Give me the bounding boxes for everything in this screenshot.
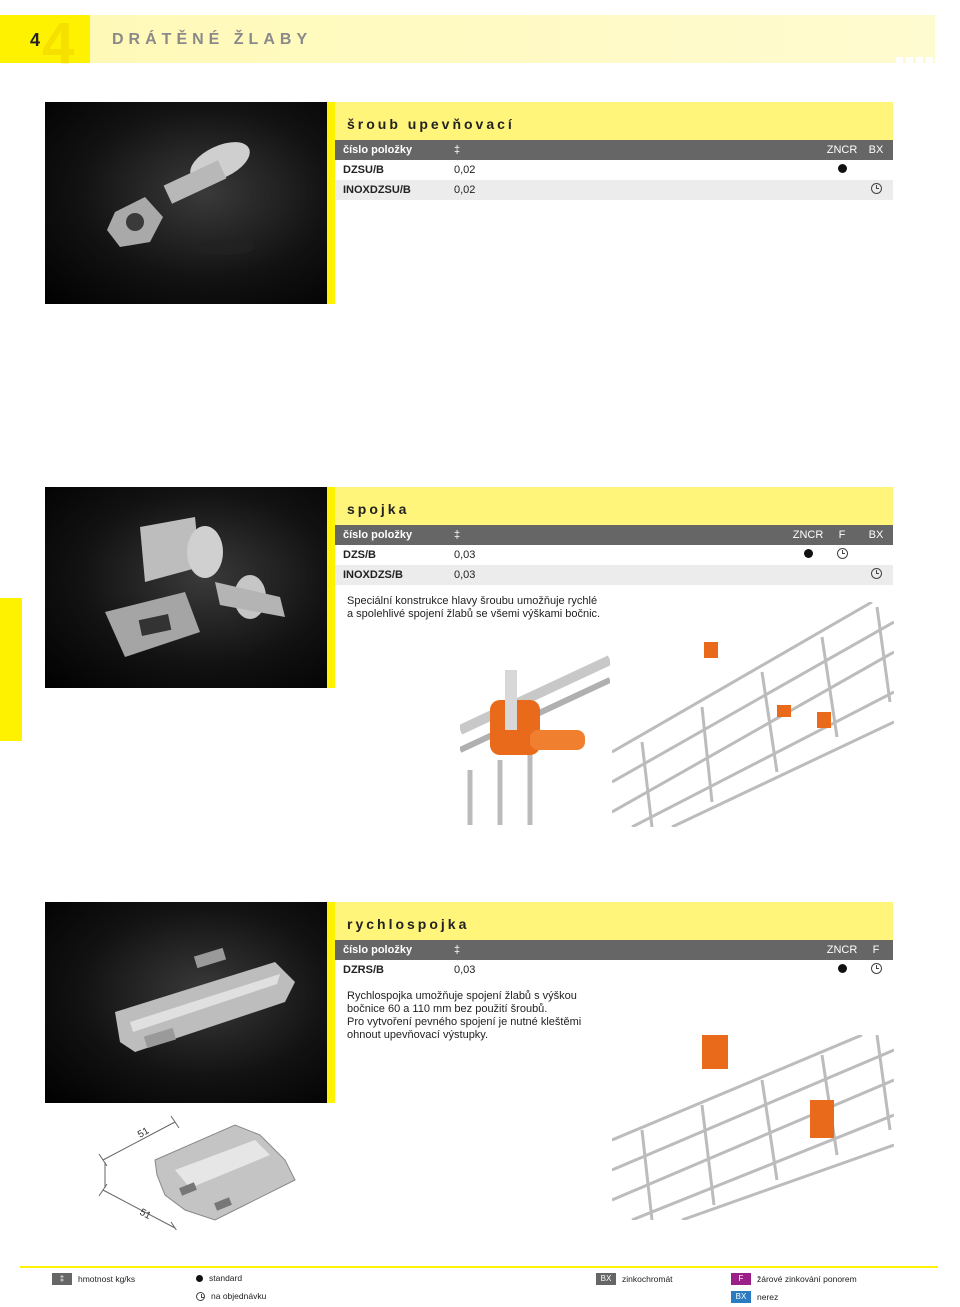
legend-standard: standard [196, 1273, 242, 1283]
section-connector [335, 487, 893, 621]
legend-f: F žárové zinkování ponorem [731, 1273, 857, 1285]
product-photo-screw [45, 102, 335, 304]
dimension-label-bottom: 51 [137, 1206, 153, 1222]
col-weight: ‡ [446, 525, 791, 545]
screw-image [45, 102, 327, 304]
section-title: rychlospojka [335, 902, 893, 940]
table-header [335, 940, 893, 960]
clock-icon [871, 568, 882, 579]
product-table [335, 140, 893, 200]
tray-assembly-illustration-1 [612, 602, 894, 827]
section-description: Speciální konstrukce hlavy šroubu umožňuje rychlé a spolehlivé spojení žlabů se všemi výškami bočnic. [347, 595, 601, 620]
col-bx: BX [859, 525, 893, 545]
table-row: DZS/B 0,03 [335, 545, 893, 565]
product-photo-quick-connector [45, 902, 335, 1103]
connector-image [45, 487, 327, 688]
col-zncr: ZNCR [825, 140, 859, 160]
product-photo-connector [45, 487, 335, 688]
legend-bx: BX nerez [731, 1291, 778, 1303]
col-zncr: ZNCR [825, 940, 859, 960]
col-f: F [859, 940, 893, 960]
page-number: 4 [30, 30, 41, 50]
col-item: číslo položky [335, 940, 446, 960]
clock-icon [871, 963, 882, 974]
col-item: číslo položky [335, 140, 446, 160]
clock-icon [871, 183, 882, 194]
table-row: INOXDZSU/B 0,02 [335, 180, 893, 200]
product-table [335, 940, 893, 980]
chapter-title: DRÁTĚNÉ ŽLABY [112, 31, 313, 48]
col-item: číslo položky [335, 525, 446, 545]
table-header [335, 525, 893, 545]
table-row: INOXDZS/B 0,03 [335, 565, 893, 585]
col-bx: BX [859, 140, 893, 160]
table-row: DZSU/B 0,02 [335, 160, 893, 180]
tray-assembly-illustration-2 [612, 1035, 894, 1220]
chapter-number: 4 [42, 11, 73, 76]
connector-closeup-illustration [460, 650, 610, 825]
col-weight: ‡ [446, 940, 825, 960]
section-quick-connector [335, 902, 893, 1042]
standard-dot-icon [804, 549, 813, 558]
clock-icon [837, 548, 848, 559]
standard-dot-icon [838, 164, 847, 173]
col-weight: ‡ [446, 140, 825, 160]
section-description: Rychlospojka umožňuje spojení žlabů s výškou bočnice 60 a 110 mm bez použití šroubů. Pro vytvoření pevného spojení je nutné kleštěmi ohnout upevňovací výstupky. [347, 990, 582, 1041]
product-table [335, 525, 893, 585]
legend [0, 1262, 960, 1307]
section-screw [335, 102, 893, 200]
quick-connector-technical-drawing [85, 1110, 315, 1230]
table-header [335, 140, 893, 160]
legend-order: na objednávku [196, 1291, 266, 1301]
legend-zncr: BX zinkochromát [596, 1273, 673, 1285]
header-marks [896, 52, 936, 60]
side-tab [0, 598, 22, 741]
table-row: DZRS/B 0,03 [335, 960, 893, 980]
dimension-label-top: 51 [136, 1125, 152, 1141]
legend-weight: ‡ hmotnost kg/ks [52, 1273, 135, 1285]
col-zncr: ZNCR [791, 525, 825, 545]
standard-dot-icon [196, 1275, 203, 1282]
page-header [0, 0, 960, 80]
col-f: F [825, 525, 859, 545]
quick-connector-image [45, 902, 327, 1103]
section-title: spojka [335, 487, 893, 525]
standard-dot-icon [838, 964, 847, 973]
clock-icon [196, 1292, 205, 1301]
section-title: šroub upevňovací [335, 102, 893, 140]
